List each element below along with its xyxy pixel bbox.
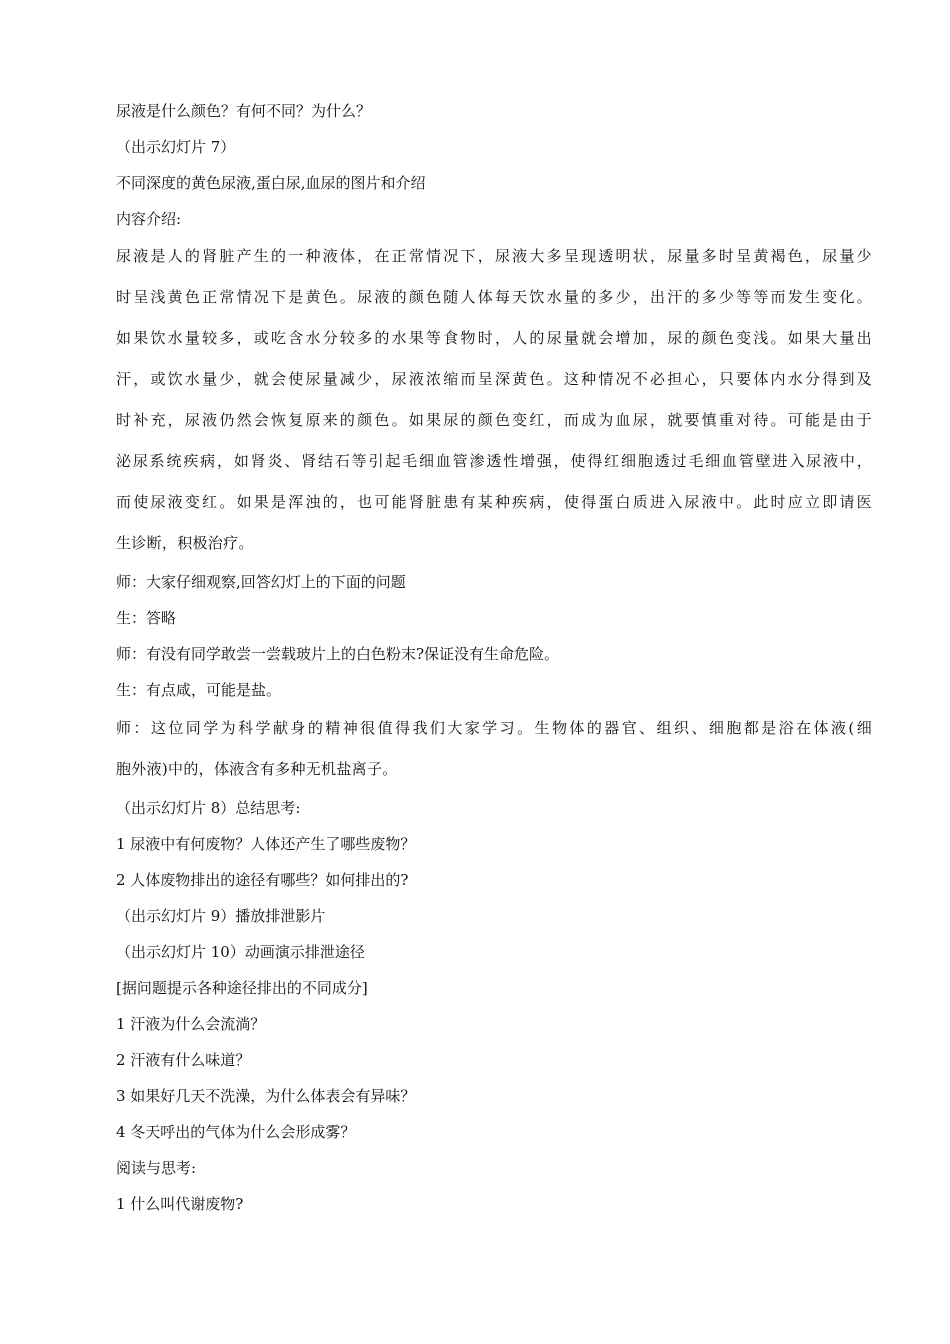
text-line: 1 尿液中有何废物？人体还产生了哪些废物？ <box>116 835 416 853</box>
dialogue-line: 生：有点咸，可能是盐。 <box>116 681 282 699</box>
text-line: （出示幻灯片 8）总结思考: <box>116 799 301 817</box>
text-line: 2 人体废物排出的途径有哪些？如何排出的? <box>116 871 409 889</box>
text-line: （出示幻灯片 9）播放排泄影片 <box>116 907 326 925</box>
document-body <box>116 98 872 1222</box>
paragraph-line: 时补充，尿液仍然会恢复原来的颜色。如果尿的颜色变红，而成为血尿，就要慎重对待。可能是由于 <box>116 411 872 429</box>
text-line: 3 如果好几天不洗澡，为什么体表会有异味？ <box>116 1087 416 1105</box>
text-line: 尿液是什么颜色？有何不同？为什么？ <box>116 102 372 120</box>
paragraph-line: 胞外液)中的，体液含有多种无机盐离子。 <box>116 760 398 778</box>
text-line: 2 汗液有什么味道？ <box>116 1051 251 1069</box>
text-line: 4 冬天呼出的气体为什么会形成雾？ <box>116 1123 356 1141</box>
text-line: 1 什么叫代谢废物? <box>116 1195 244 1213</box>
text-line: 内容介绍: <box>116 210 182 228</box>
intro-paragraph <box>116 236 872 564</box>
text-line: 阅读与思考: <box>116 1159 197 1177</box>
dialogue-line: 师：有没有同学敢尝一尝载玻片上的白色粉末?保证没有生命危险。 <box>116 645 560 663</box>
paragraph-line: 师：这位同学为科学献身的精神很值得我们大家学习。生物体的器官、组织、细胞都是浴在体液(细 <box>116 719 872 737</box>
text-line: 不同深度的黄色尿液,蛋白尿,血尿的图片和介绍 <box>116 174 426 192</box>
paragraph-line: 尿液是人的肾脏产生的一种液体，在正常情况下，尿液大多呈现透明状，尿量多时呈黄褐色，尿量少 <box>116 247 872 265</box>
text-line: 1 汗液为什么会流淌？ <box>116 1015 266 1033</box>
paragraph-line: 汗，或饮水量少，就会使尿量减少，尿液浓缩而呈深黄色。这种情况不必担心，只要体内水分得到及 <box>116 370 872 388</box>
paragraph-line: 时呈浅黄色正常情况下是黄色。尿液的颜色随人体每天饮水量的多少，出汗的多少等等而发生变化。 <box>116 288 872 306</box>
dialogue-line: 师：大家仔细观察,回答幻灯上的下面的问题 <box>116 573 406 591</box>
teacher-paragraph <box>116 708 872 790</box>
text-line: （出示幻灯片 10）动画演示排泄途径 <box>116 943 365 961</box>
dialogue-line: 生：答略 <box>116 609 177 627</box>
paragraph-line: 泌尿系统疾病，如肾炎、肾结石等引起毛细血管渗透性增强，使得红细胞透过毛细血管壁进入尿液中， <box>116 452 872 470</box>
text-line: （出示幻灯片 7） <box>116 138 236 156</box>
paragraph-line: 生诊断，积极治疗。 <box>116 534 254 552</box>
paragraph-line: 而使尿液变红。如果是浑浊的，也可能肾脏患有某种疾病，使得蛋白质进入尿液中。此时应立即请医 <box>116 493 872 511</box>
paragraph-line: 如果饮水量较多，或吃含水分较多的水果等食物时，人的尿量就会增加，尿的颜色变浅。如果大量出 <box>116 329 872 347</box>
text-line: [据问题提示各种途径排出的不同成分] <box>116 979 368 997</box>
